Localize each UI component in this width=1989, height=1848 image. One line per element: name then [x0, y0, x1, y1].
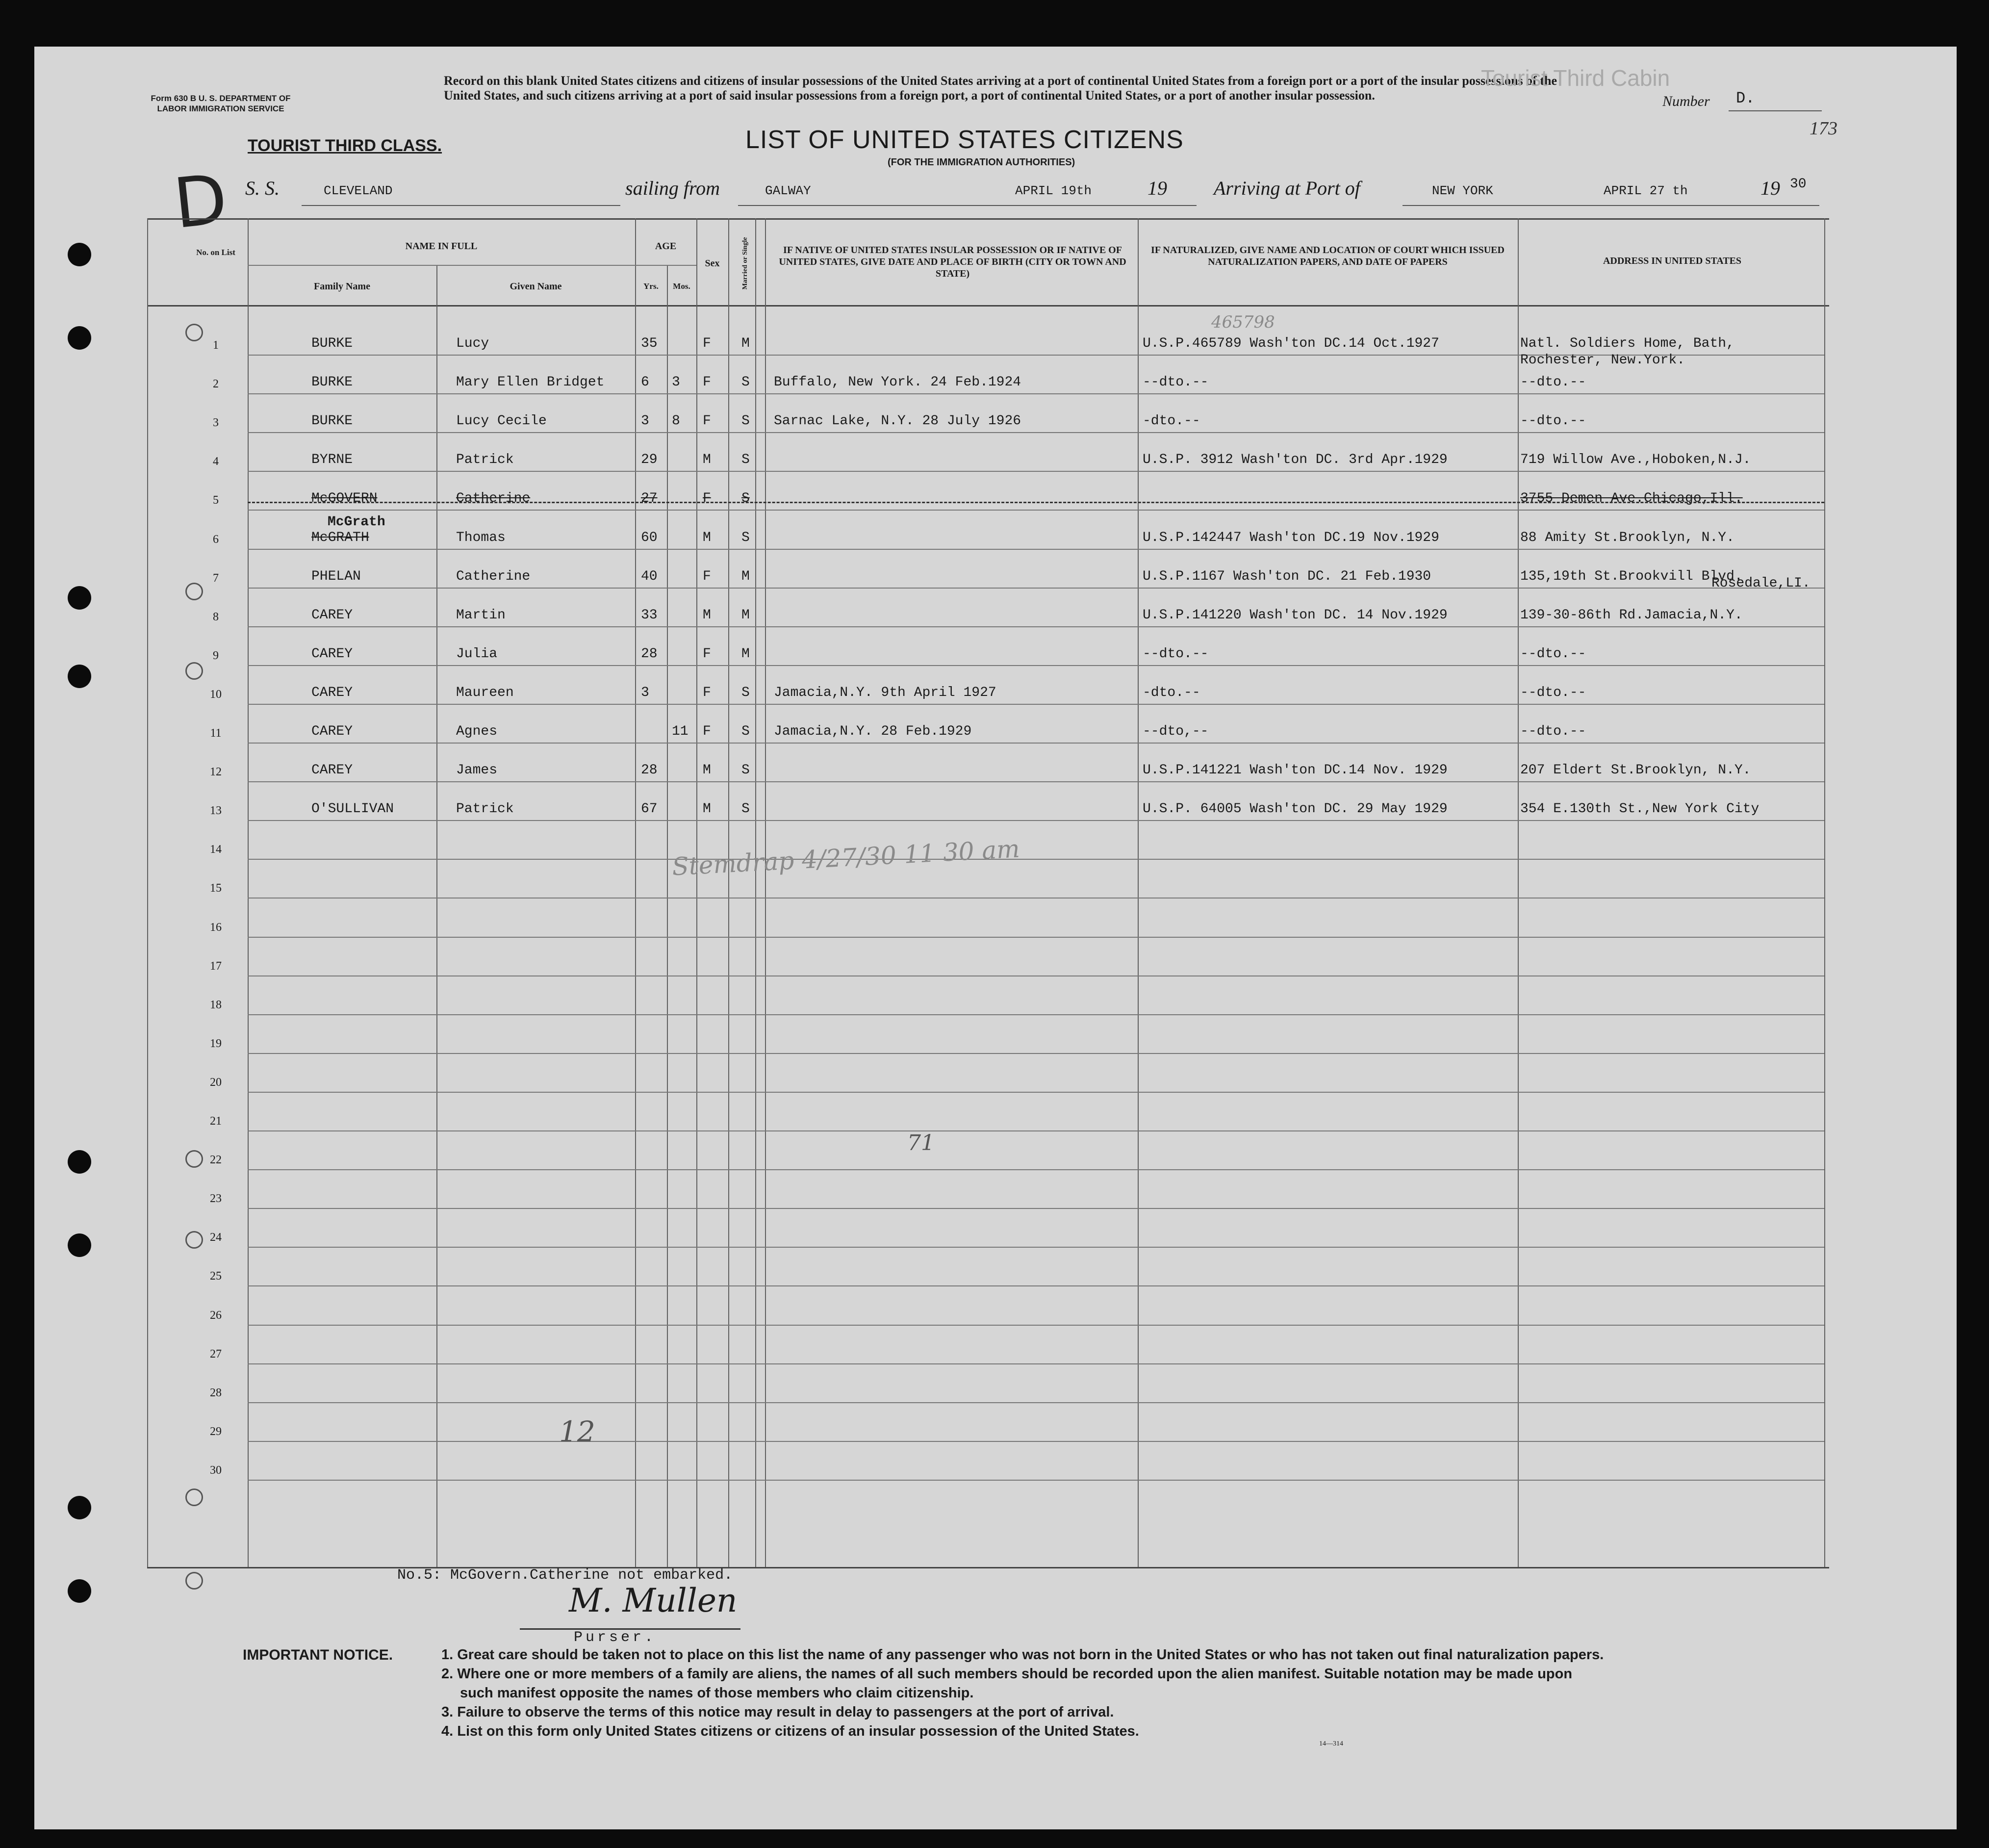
row-address-line2: Rosedale,LI. [1711, 576, 1810, 591]
row-given-name: Patrick [456, 801, 514, 817]
row-address: 3755 Demen Ave.Chicago,Ill. [1520, 491, 1743, 506]
row-number: 27 [210, 1348, 222, 1360]
row-number: 20 [210, 1076, 222, 1089]
purser-label: Purser. [574, 1629, 657, 1646]
row-rule [248, 471, 1824, 472]
row-number: 13 [210, 804, 222, 817]
row-given-name: Mary Ellen Bridget [456, 375, 605, 390]
binder-hole [68, 1579, 91, 1603]
row-number: 26 [210, 1309, 222, 1322]
row-rule [248, 665, 1824, 666]
row-marital-status: S [741, 801, 750, 817]
col-address-header: ADDRESS IN UNITED STATES [1603, 256, 1742, 266]
row-address: 354 E.130th St.,New York City [1520, 801, 1760, 817]
row-number: 21 [210, 1115, 222, 1128]
row-naturalization: U.S.P.465789 Wash'ton DC.14 Oct.1927 [1143, 336, 1439, 351]
row-rule [248, 588, 1824, 589]
row-naturalization: U.S.P. 3912 Wash'ton DC. 3rd Apr.1929 [1143, 452, 1448, 467]
row-given-name: Patrick [456, 452, 514, 467]
row-rule [248, 781, 1824, 782]
row-rule [248, 820, 1824, 821]
row-number: 5 [213, 494, 219, 507]
row-sex: F [703, 646, 711, 662]
row-number: 30 [210, 1464, 222, 1477]
notice-1: 1. Great care should be taken not to place on this list the name of any passenger who was not born in the United States or who has not taken out final naturalization papers. [441, 1647, 1604, 1663]
row-number: 7 [213, 572, 219, 585]
notice-2a: 2. Where one or more members of a family are aliens, the names of all such members should be recorded upon the alien manifest. Suitable notation may be made upon [441, 1666, 1573, 1682]
row-number: 19 [210, 1037, 222, 1050]
row-number: 11 [210, 727, 222, 740]
row-birth-place: Sarnac Lake, N.Y. 28 July 1926 [774, 413, 1021, 429]
row-rule [248, 1014, 1824, 1015]
ring-hole [185, 1572, 203, 1590]
row-rule [248, 1441, 1824, 1442]
row-family-name: CAREY [311, 685, 353, 700]
col-naturalized-header: IF NATURALIZED, GIVE NAME AND LOCATION OF COURT WHICH ISSUED NATURALIZATION PAPERS, AND DATE OF PAPERS [1151, 245, 1504, 267]
row-marital-status: S [741, 685, 750, 700]
page-title: LIST OF UNITED STATES CITIZENS [745, 126, 1184, 154]
col-name-header: NAME IN FULL [405, 241, 478, 252]
row-rule [248, 1402, 1824, 1403]
notice-4: 4. List on this form only United States citizens or citizens of an insular possession of the United States. [441, 1723, 1139, 1739]
col-age-header: AGE [655, 241, 677, 252]
row-given-name: Lucy Cecile [456, 413, 547, 429]
col-no-header: No. on List [196, 248, 235, 257]
row-number: 12 [210, 766, 222, 778]
row-sex: F [703, 569, 711, 584]
row-family-name: CAREY [311, 763, 353, 778]
ring-hole [185, 583, 203, 600]
row-family-name: McGOVERN [311, 491, 378, 506]
row-rule [248, 937, 1824, 938]
row-naturalization: -dto.-- [1143, 685, 1200, 700]
row-naturalization-note: 465798 [1211, 312, 1275, 332]
row-number: 22 [210, 1154, 222, 1166]
row-given-name: Lucy [456, 336, 489, 351]
col-sex-header: Sex [705, 258, 720, 269]
row-age-years: 60 [641, 530, 658, 545]
row-sex: M [703, 608, 711, 623]
row-sex: M [703, 801, 711, 817]
row-address: 139-30-86th Rd.Jamacia,N.Y. [1520, 608, 1743, 623]
binder-hole [68, 326, 91, 350]
row-number: 2 [213, 378, 219, 390]
footer-note: No.5: McGovern.Catherine not embarked. [397, 1567, 733, 1584]
notice-label: IMPORTANT NOTICE. [243, 1647, 393, 1663]
binder-hole [68, 665, 91, 688]
row-family-name: CAREY [311, 608, 353, 623]
ring-hole [185, 1489, 203, 1506]
record-instructions: Record on this blank United States citizens and citizens of insular possessions of the United States arriving at a port of continental United States from a foreign port or a port of the insular possessions of the United States, and such citizens arriving at a port of said insular possessions from a foreign port, a port of continental United States, or a port of another insular possession. [444, 74, 1557, 103]
col-given-header: Given Name [510, 281, 562, 292]
row-age-years: 29 [641, 452, 658, 467]
year-prefix: 19 [1760, 177, 1780, 199]
row-rule [248, 1285, 1824, 1286]
row-rule [248, 510, 1824, 511]
page-subtitle: (FOR THE IMMIGRATION AUTHORITIES) [888, 157, 1075, 168]
row-number: 6 [213, 533, 219, 546]
row-naturalization: U.S.P.141220 Wash'ton DC. 14 Nov.1929 [1143, 608, 1448, 623]
row-number: 17 [210, 960, 222, 973]
notice-3: 3. Failure to observe the terms of this notice may result in delay to passengers at the port of arrival. [441, 1704, 1114, 1720]
row-naturalization: -dto.-- [1143, 413, 1200, 429]
ring-hole [185, 662, 203, 680]
binder-hole [68, 586, 91, 610]
row-number: 4 [213, 455, 219, 468]
row-naturalization: --dto,-- [1143, 724, 1209, 739]
row-family-name: BURKE [311, 336, 353, 351]
col-yrs-header: Yrs. [643, 282, 659, 291]
row-rule [248, 975, 1824, 976]
row-birth-place: Jamacia,N.Y. 9th April 1927 [774, 685, 996, 700]
row-family-name: PHELAN [311, 569, 361, 584]
arrival-date: APRIL 27 th [1604, 183, 1688, 198]
row-age-years: 67 [641, 801, 658, 817]
notice-2b: such manifest opposite the names of those members who claim citizenship. [460, 1685, 974, 1701]
row-given-name: Martin [456, 608, 506, 623]
row-address: 88 Amity St.Brooklyn, N.Y. [1520, 530, 1734, 545]
row-number: 3 [213, 416, 219, 429]
row-given-name: Maureen [456, 685, 514, 700]
from-port: GALWAY [765, 183, 811, 198]
faded-class-stamp: Tourist Third Cabin [1481, 65, 1670, 91]
row-age-months: 11 [672, 724, 688, 739]
row-age-months: 3 [672, 375, 680, 390]
row-number: 18 [210, 999, 222, 1011]
arriving-label: Arriving at Port of [1214, 177, 1360, 199]
ss-label: S. S. [245, 177, 280, 199]
number-label: Number [1662, 93, 1710, 109]
row-family-name: CAREY [311, 724, 353, 739]
row-rule [248, 704, 1824, 705]
row-age-years: 33 [641, 608, 658, 623]
row-age-months: 8 [672, 413, 680, 429]
row-sex: M [703, 452, 711, 467]
row-age-years: 27 [641, 491, 658, 506]
row-marital-status: S [741, 452, 750, 467]
row-rule [248, 626, 1824, 627]
row-rule [248, 549, 1824, 550]
row-family-name: BYRNE [311, 452, 353, 467]
row-given-name: Agnes [456, 724, 498, 739]
row-number: 25 [210, 1270, 222, 1283]
arrival-port: NEW YORK [1432, 183, 1493, 198]
col-married-header: Married or Single [741, 237, 749, 290]
row-number: 15 [210, 882, 222, 895]
sail-date: APRIL 19th [1015, 183, 1092, 198]
year-prefix: 19 [1148, 177, 1167, 199]
purser-signature: M. Mullen [569, 1582, 738, 1619]
row-number: 8 [213, 611, 219, 623]
form-code: 14—314 [1319, 1740, 1343, 1747]
row-rule [248, 859, 1824, 860]
row-age-years: 3 [641, 413, 649, 429]
row-sex: F [703, 336, 711, 351]
row-address: --dto.-- [1520, 375, 1586, 390]
row-rule [248, 393, 1824, 394]
row-sex: F [703, 491, 711, 506]
handwritten-mark: 12 [559, 1415, 595, 1448]
row-address: 135,19th St.Brookvill Blvd. [1520, 569, 1743, 584]
row-sex: F [703, 685, 711, 700]
row-rule [248, 1363, 1824, 1364]
row-marital-status: M [741, 646, 750, 662]
row-marital-status: M [741, 569, 750, 584]
row-naturalization: U.S.P.142447 Wash'ton DC.19 Nov.1929 [1143, 530, 1439, 545]
row-marital-status: M [741, 608, 750, 623]
row-naturalization: U.S.P.141221 Wash'ton DC.14 Nov. 1929 [1143, 763, 1448, 778]
row-family-name: CAREY [311, 646, 353, 662]
row-number: 16 [210, 921, 222, 934]
binder-hole [68, 1150, 91, 1174]
handwritten-stamp: Stemdrap 4/27/30 11 30 am [671, 834, 1020, 881]
row-family-name: BURKE [311, 413, 353, 429]
page-number: 173 [1810, 118, 1837, 139]
row-address: --dto.-- [1520, 685, 1586, 700]
row-given-name: Thomas [456, 530, 506, 545]
row-family-name: O'SULLIVAN [311, 801, 394, 817]
row-address-line2: Rochester, New.York. [1520, 353, 1685, 368]
row-number: 29 [210, 1425, 222, 1438]
row-birth-place: Buffalo, New York. 24 Feb.1924 [774, 375, 1021, 390]
col-family-header: Family Name [314, 281, 370, 292]
sailing-label: sailing from [625, 177, 720, 199]
row-birth-place: Jamacia,N.Y. 28 Feb.1929 [774, 724, 972, 739]
row-number: 14 [210, 843, 222, 856]
row-given-name: James [456, 763, 498, 778]
ship-name: CLEVELAND [324, 183, 393, 198]
row-address: --dto.-- [1520, 724, 1586, 739]
row-number: 23 [210, 1192, 222, 1205]
row-number: 1 [213, 339, 219, 352]
row-age-years: 35 [641, 336, 658, 351]
row-address: --dto.-- [1520, 413, 1586, 429]
year-suffix: 30 [1790, 177, 1807, 192]
row-naturalization: U.S.P. 64005 Wash'ton DC. 29 May 1929 [1143, 801, 1448, 817]
row-address: 207 Eldert St.Brooklyn, N.Y. [1520, 763, 1751, 778]
row-rule [248, 743, 1824, 744]
row-rule [248, 1169, 1824, 1170]
row-naturalization: --dto.-- [1143, 646, 1209, 662]
class-label: TOURIST THIRD CLASS. [248, 136, 442, 155]
row-marital-status: S [741, 375, 750, 390]
col-birth-header: IF NATIVE OF UNITED STATES INSULAR POSSESSION OR IF NATIVE OF UNITED STATES, GIVE DATE AND PLACE OF BIRTH (CITY OR TOWN AND STATE) [779, 245, 1126, 279]
row-age-years: 40 [641, 569, 658, 584]
row-number: 28 [210, 1386, 222, 1399]
row-marital-status: S [741, 763, 750, 778]
binder-hole [68, 243, 91, 266]
row-given-name: Catherine [456, 491, 531, 506]
row-age-years: 6 [641, 375, 649, 390]
row-marital-status: S [741, 491, 750, 506]
row-naturalization: U.S.P.1167 Wash'ton DC. 21 Feb.1930 [1143, 569, 1431, 584]
row-rule [248, 432, 1824, 433]
row-rule [248, 1480, 1824, 1481]
handwritten-letter: D [170, 159, 231, 245]
row-given-name: Julia [456, 646, 498, 662]
form-id: Form 630 B U. S. DEPARTMENT OF LABOR IMMIGRATION SERVICE [151, 94, 291, 113]
row-family-correction: McGrath [328, 514, 385, 530]
row-age-years: 28 [641, 646, 658, 662]
row-address: --dto.-- [1520, 646, 1586, 662]
row-address: 719 Willow Ave.,Hoboken,N.J. [1520, 452, 1751, 467]
handwritten-mark: 71 [907, 1130, 935, 1155]
number-value: D. [1736, 89, 1755, 107]
row-marital-status: S [741, 530, 750, 545]
row-family-name: BURKE [311, 375, 353, 390]
row-marital-status: S [741, 724, 750, 739]
row-rule [248, 1208, 1824, 1209]
row-rule [248, 1092, 1824, 1093]
row-sex: M [703, 763, 711, 778]
row-rule [248, 1053, 1824, 1054]
row-naturalization: --dto.-- [1143, 375, 1209, 390]
row-number: 10 [210, 688, 222, 701]
binder-hole [68, 1233, 91, 1257]
col-mos-header: Mos. [673, 282, 690, 291]
row-rule [248, 1130, 1824, 1131]
row-marital-status: M [741, 336, 750, 351]
row-marital-status: S [741, 413, 750, 429]
row-age-years: 28 [641, 763, 658, 778]
row-rule [248, 1247, 1824, 1248]
row-sex: F [703, 413, 711, 429]
manifest-sheet [34, 47, 1957, 1829]
row-sex: F [703, 375, 711, 390]
row-number: 9 [213, 649, 219, 662]
binder-hole [68, 1496, 91, 1519]
row-rule [248, 1325, 1824, 1326]
row-sex: F [703, 724, 711, 739]
row-strikethrough [248, 502, 1824, 503]
row-given-name: Catherine [456, 569, 531, 584]
row-age-years: 3 [641, 685, 649, 700]
row-sex: M [703, 530, 711, 545]
row-address: Natl. Soldiers Home, Bath, [1520, 336, 1734, 351]
row-family-name: McGRATH [311, 530, 369, 545]
row-number: 24 [210, 1231, 222, 1244]
